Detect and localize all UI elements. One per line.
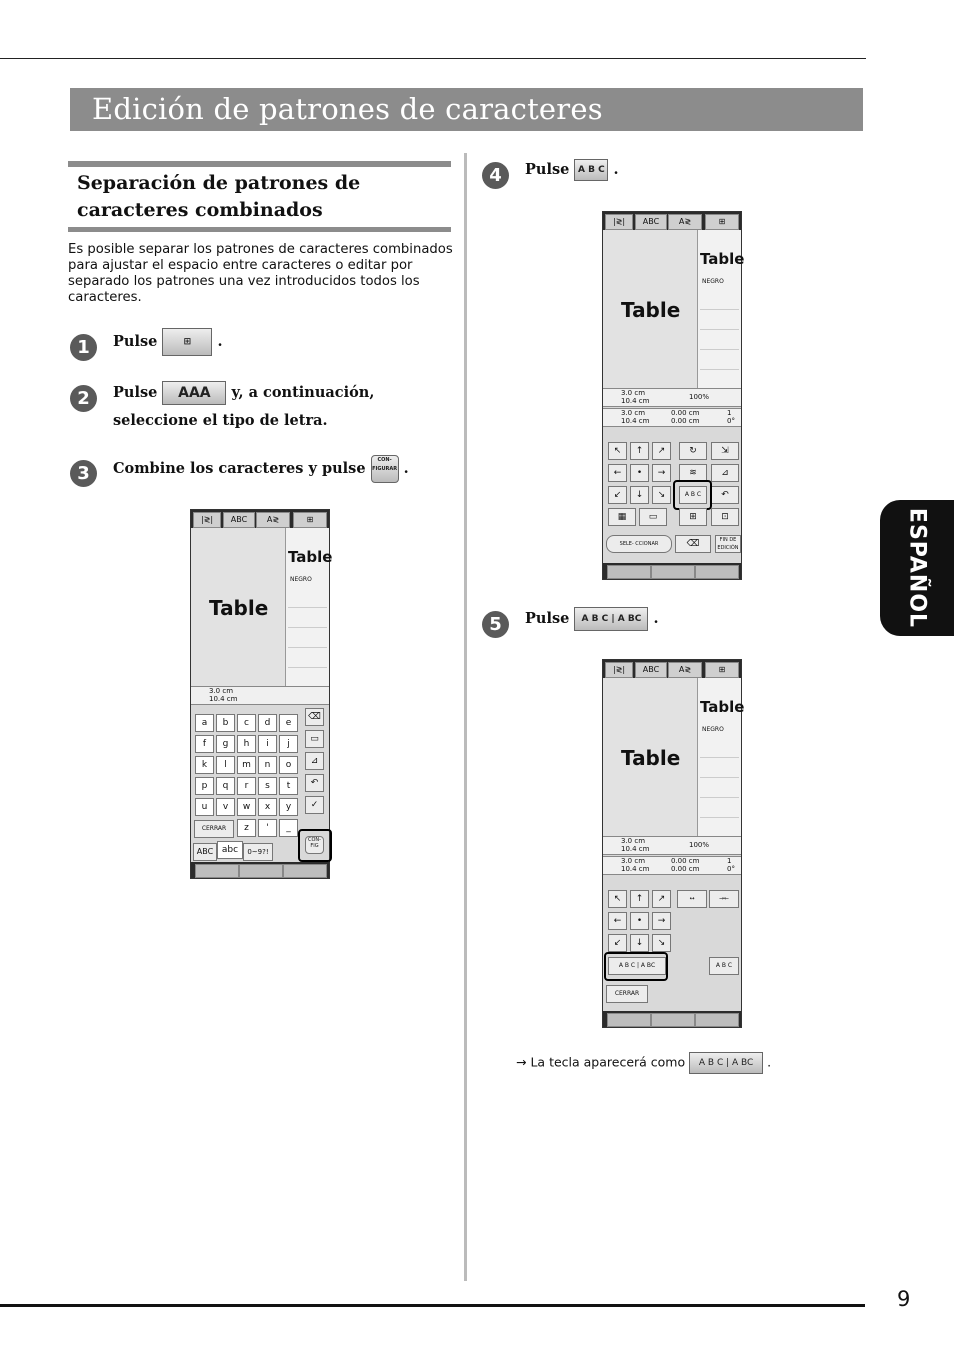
select-button[interactable]: SELE- CCIONAR [606,535,672,553]
configure-button[interactable]: CON- FIG [305,836,324,854]
move-horizontal: 0.00 cm [671,417,700,425]
section-title: Separación de patrones de caracteres combinados [77,172,361,221]
arrow-down-left-icon[interactable]: ↙ [608,934,627,952]
key-m[interactable]: m [237,756,256,774]
highlight-configure [298,829,332,862]
thread-list [288,588,327,684]
section-rule-bottom [68,227,451,232]
key-z[interactable]: z [237,819,256,837]
page-number: 9 [897,1287,911,1311]
key-g[interactable]: g [216,735,235,753]
key-c[interactable]: c [237,714,256,732]
thread-icon[interactable]: |≷| [605,662,633,678]
split-button-right: A BC [640,962,656,969]
size-width: 10.4 cm [621,397,650,405]
font-type-icon[interactable]: AAA [162,381,226,405]
key-s[interactable]: s [258,777,277,795]
arrow-left-icon[interactable]: ← [608,464,627,482]
thread-icon[interactable]: |≷| [605,214,633,230]
section-rule-top [68,161,451,167]
abc-spacing-icon[interactable]: A B C [574,159,608,181]
screen-edit [602,211,745,580]
step-1-label: Pulse [113,333,158,350]
eraser-icon[interactable]: ⌫ [305,708,324,726]
help-icon[interactable] [651,565,694,579]
arrow-down-icon[interactable]: ↓ [630,934,649,952]
size-info [191,686,329,705]
thread-list [700,290,739,386]
info-width: 10.4 cm [621,865,650,873]
thread-icon[interactable]: |≷| [193,512,221,528]
language-label: ESPAÑOL [904,507,930,629]
combine-icon[interactable]: ⊞ [705,214,739,230]
preview-panel [698,230,745,388]
step-2-suffix: y, a continuación, seleccione el tipo de letra. [113,384,375,429]
step-3-suffix: . [403,460,409,477]
tab-uppercase[interactable]: ABC [193,843,217,861]
size-height: 3.0 cm [621,837,646,845]
widen-spacing-button[interactable]: ↔ [677,890,707,908]
center-icon[interactable]: • [630,464,649,482]
split-abc-right: A BC [617,614,642,624]
abc-tab-icon[interactable]: ABC [635,214,667,230]
arrow-up-icon[interactable]: ↑ [630,442,649,460]
split-key-right: A BC [732,1058,754,1068]
center-icon[interactable]: • [630,912,649,930]
bottom-rule [0,1304,865,1307]
step-5-label: Pulse [525,610,570,627]
mirror-icon[interactable]: ⊿ [305,752,324,770]
preview-panel [286,528,333,686]
arrow-up-right-icon[interactable]: ↗ [652,890,671,908]
step-1-text [113,328,223,356]
key-p[interactable]: p [195,777,214,795]
info-height: 3.0 cm [621,409,646,417]
arc-icon[interactable]: ↶ [305,774,324,792]
zoom-level[interactable]: 100% [689,393,710,401]
repeat-icon[interactable]: ⊞ [679,508,707,526]
title-bar [70,88,863,131]
frame-icon[interactable]: ⊡ [711,508,739,526]
mirror-icon[interactable]: ⊿ [711,464,739,482]
key-e[interactable]: e [279,714,298,732]
position-info [603,408,741,427]
canvas-text: Table [209,596,269,620]
split-button-left: A B C [618,962,636,969]
key-k[interactable]: k [195,756,214,774]
key-o[interactable]: o [279,756,298,774]
font-icon[interactable]: A≷ [668,214,702,230]
split-abc-left: A B C [581,614,609,624]
key-n[interactable]: n [258,756,277,774]
rotation-angle: 0° [727,865,735,873]
note-text: La tecla aparecerá como [530,1054,686,1070]
step-5-suffix: . [653,610,659,627]
color-label: NEGRO [702,726,724,733]
preview-text: Table [700,698,745,716]
arrow-down-left-icon[interactable]: ↙ [608,486,627,504]
step-4-text [525,156,619,184]
split-abc-button[interactable]: A B C | A BC [608,957,666,975]
page-title: Edición de patrones de caracteres [92,92,603,126]
arrow-up-left-icon[interactable]: ↖ [608,890,627,908]
grid-icon[interactable]: ▦ [608,508,636,526]
abc-reset-button[interactable]: A B C [709,957,739,975]
thread-list [700,738,739,834]
step-3-label: Combine los caracteres y pulse [113,460,366,477]
note-arrow: → [516,1054,527,1070]
key-b[interactable]: b [216,714,235,732]
configure-icon[interactable]: CON- FIGURAR [371,455,399,483]
note-suffix: . [767,1054,772,1070]
edit-canvas [191,528,286,686]
canvas-text: Table [621,298,681,322]
color-label: NEGRO [702,278,724,285]
move-vertical: 0.00 cm [671,409,700,417]
arrow-down-icon[interactable]: ↓ [630,486,649,504]
arrow-up-icon[interactable]: ↑ [630,890,649,908]
key-d[interactable]: d [258,714,277,732]
density-icon[interactable]: ≋ [679,464,707,482]
split-key-icon: A B C | A BC [689,1052,763,1074]
info-width: 10.4 cm [621,417,650,425]
step-3-text [113,455,409,483]
step-2-text [113,379,448,435]
size-height: 3.0 cm [621,389,646,397]
key-a[interactable]: a [195,714,214,732]
rotate-icon[interactable]: ↻ [679,442,707,460]
language-tab [880,500,954,636]
screen-spacing [602,659,745,1028]
key-v[interactable]: v [216,798,235,816]
key-h[interactable]: h [237,735,256,753]
arrow-right-icon[interactable]: → [652,912,671,930]
settings-icon[interactable] [283,864,326,878]
screen-toolbar [603,212,741,230]
screen-bottom-bar [603,1011,741,1027]
check-abc-icon[interactable]: ✓ [305,796,324,814]
help-icon[interactable] [651,1013,694,1027]
column-divider [464,153,467,1281]
move-horizontal: 0.00 cm [671,865,700,873]
key-x[interactable]: x [258,798,277,816]
arc-icon[interactable]: ↶ [711,486,739,504]
highlight-split [604,952,668,981]
result-note [516,1052,771,1074]
eraser-icon[interactable]: ⌫ [675,535,711,553]
key-w[interactable]: w [237,798,256,816]
highlight-abc-spacing [673,480,712,510]
close-button[interactable]: CERRAR [194,820,234,838]
preview-text: Table [700,250,745,268]
tab-lowercase[interactable]: abc [217,841,243,859]
thread-count: 1 [727,857,732,865]
step-1-number: 1 [70,334,97,361]
size-height: 3.0 cm [209,687,234,695]
size-width: 10.4 cm [209,695,238,703]
abc-tab-icon[interactable]: ABC [635,662,667,678]
step-4-suffix: . [613,161,619,178]
split-abc-icon[interactable]: A B C | A BC [574,607,648,631]
screen-bottom-bar [603,563,741,579]
rotation-angle: 0° [727,417,735,425]
arrow-up-right-icon[interactable]: ↗ [652,442,671,460]
position-info [603,856,741,875]
combine-icon[interactable]: ⊞ [162,328,212,356]
arrow-down-right-icon[interactable]: ↘ [652,486,671,504]
preview-text: Table [288,548,333,566]
screen-keyboard [190,509,333,879]
close-button[interactable]: CERRAR [606,985,648,1003]
combine-icon[interactable]: ⊞ [293,512,327,528]
step-5-text [525,605,659,633]
key-f[interactable]: f [195,735,214,753]
key-u[interactable]: u [195,798,214,816]
border-icon[interactable]: ▭ [639,508,667,526]
preview-panel [698,678,745,836]
step-2-label: Pulse [113,384,158,401]
move-vertical: 0.00 cm [671,857,700,865]
key-l[interactable]: l [216,756,235,774]
key-q[interactable]: q [216,777,235,795]
intro-paragraph: Es posible separar los patrones de caracteres combinados para ajustar el espacio entre caracteres o editar por separado los patrones una vez introducidos todos los caracteres. [68,242,453,305]
size-width: 10.4 cm [621,845,650,853]
page-icon[interactable] [607,1013,650,1027]
zoom-level[interactable]: 100% [689,841,710,849]
step-4-number: 4 [482,162,509,189]
key-r[interactable]: r [237,777,256,795]
settings-icon[interactable] [695,565,738,579]
key-apostrophe[interactable]: ' [258,819,277,837]
spacing-icon[interactable]: ▭ [305,730,324,748]
page-icon[interactable] [607,565,650,579]
step-2-number: 2 [70,385,97,412]
split-key-left: A B C [698,1058,724,1068]
arrow-left-icon[interactable]: ← [608,912,627,930]
step-5-number: 5 [482,611,509,638]
screen-toolbar [603,660,741,678]
combine-icon[interactable]: ⊞ [705,662,739,678]
tab-numbers[interactable]: 0~9?! [243,843,273,861]
info-height: 3.0 cm [621,857,646,865]
narrow-spacing-button[interactable]: →← [709,890,739,908]
key-i[interactable]: i [258,735,277,753]
key-t[interactable]: t [279,777,298,795]
help-icon[interactable] [239,864,282,878]
settings-icon[interactable] [695,1013,738,1027]
key-y[interactable]: y [279,798,298,816]
arrow-up-left-icon[interactable]: ↖ [608,442,627,460]
screen-toolbar [191,510,329,528]
key-space[interactable]: _ [279,819,298,837]
abc-spacing-button[interactable]: A B C [679,486,707,504]
color-label: NEGRO [290,576,312,583]
step-3-number: 3 [70,460,97,487]
resize-icon[interactable]: ⇲ [711,442,739,460]
arrow-right-icon[interactable]: → [652,464,671,482]
top-rule [0,58,866,59]
canvas-text: Table [621,746,681,770]
page-icon[interactable] [195,864,238,878]
step-4-label: Pulse [525,161,570,178]
step-1-suffix: . [217,333,223,350]
edit-canvas [603,230,698,388]
key-j[interactable]: j [279,735,298,753]
abc-tab-icon[interactable]: ABC [223,512,255,528]
arrow-down-right-icon[interactable]: ↘ [652,934,671,952]
size-info [603,388,741,407]
font-icon[interactable]: A≷ [668,662,702,678]
edit-canvas [603,678,698,836]
size-info [603,836,741,855]
end-edit-button[interactable]: FIN DE EDICIÓN [715,535,741,553]
thread-count: 1 [727,409,732,417]
screen-bottom-bar [191,862,329,878]
font-icon[interactable]: A≷ [256,512,290,528]
